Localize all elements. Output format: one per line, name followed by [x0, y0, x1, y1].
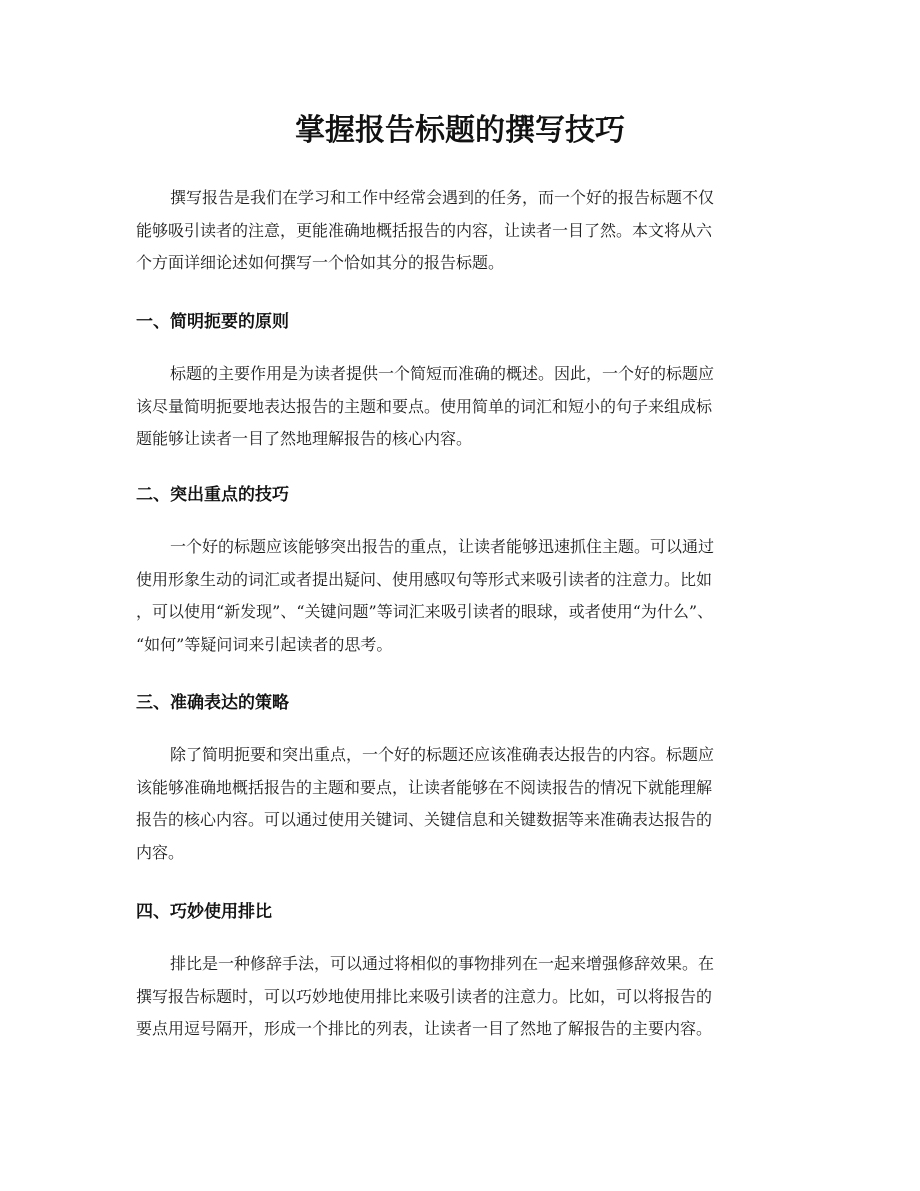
- paragraph-line: 除了简明扼要和突出重点，一个好的标题还应该准确表达报告的内容。标题应: [170, 745, 715, 764]
- section-paragraph: [136, 948, 796, 1046]
- section-paragraph: [136, 531, 796, 661]
- paragraph-line: 题能够让读者一目了然地理解报告的核心内容。: [136, 429, 473, 448]
- paragraph-line: 该能够准确地概括报告的主题和要点，让读者能够在不阅读报告的情况下就能理解: [136, 777, 713, 797]
- paragraph-line: 该尽量简明扼要地表达报告的主题和要点。使用简单的词汇和短小的句子来组成标: [136, 396, 713, 416]
- paragraph-line: 撰写报告标题时，可以巧妙地使用排比来吸引读者的注意力。比如，可以将报告的: [136, 986, 713, 1006]
- section-paragraph: [136, 739, 796, 869]
- paragraph-line: 能够吸引读者的注意，更能准确地概括报告的内容，让读者一目了然。本文将从六: [136, 220, 713, 240]
- paragraph-line: 撰写报告是我们在学习和工作中经常会遇到的任务，而一个好的报告标题不仅: [170, 188, 715, 207]
- paragraph-line: “如何”等疑问词来引起读者的思考。: [136, 634, 393, 654]
- paragraph-line: 内容。: [136, 842, 185, 862]
- paragraph-line: 报告的核心内容。可以通过使用关键词、关键信息和关键数据等来准确表达报告的: [136, 810, 713, 829]
- paragraph-line: 一个好的标题应该能够突出报告的重点，让读者能够迅速抓住主题。可以通过: [170, 537, 715, 556]
- paragraph-line: ，可以使用“新发现”、“关键问题”等词汇来吸引读者的眼球，或者使用“为什么”、: [136, 602, 714, 621]
- paragraph-line: 使用形象生动的词汇或者提出疑问、使用感叹句等形式来吸引读者的注意力。比如: [136, 569, 713, 589]
- paragraph-line: 标题的主要作用是为读者提供一个简短而准确的概述。因此，一个好的标题应: [170, 364, 715, 383]
- section-heading: 四、巧妙使用排比: [136, 902, 272, 922]
- paragraph-line: 要点用逗号隔开，形成一个排比的列表，让读者一目了然地了解报告的主要内容。: [136, 1019, 713, 1038]
- intro-paragraph: [136, 182, 796, 280]
- section-heading: 二、突出重点的技巧: [136, 485, 289, 505]
- section-heading: 一、简明扼要的原则: [136, 312, 289, 332]
- section-paragraph: [136, 358, 796, 456]
- paragraph-line: 个方面详细论述如何撰写一个恰如其分的报告标题。: [136, 253, 505, 272]
- paragraph-line: 排比是一种修辞手法，可以通过将相似的事物排列在一起来增强修辞效果。在: [170, 954, 715, 973]
- document-title: 掌握报告标题的撰写技巧: [295, 113, 625, 148]
- section-heading: 三、准确表达的策略: [136, 693, 289, 713]
